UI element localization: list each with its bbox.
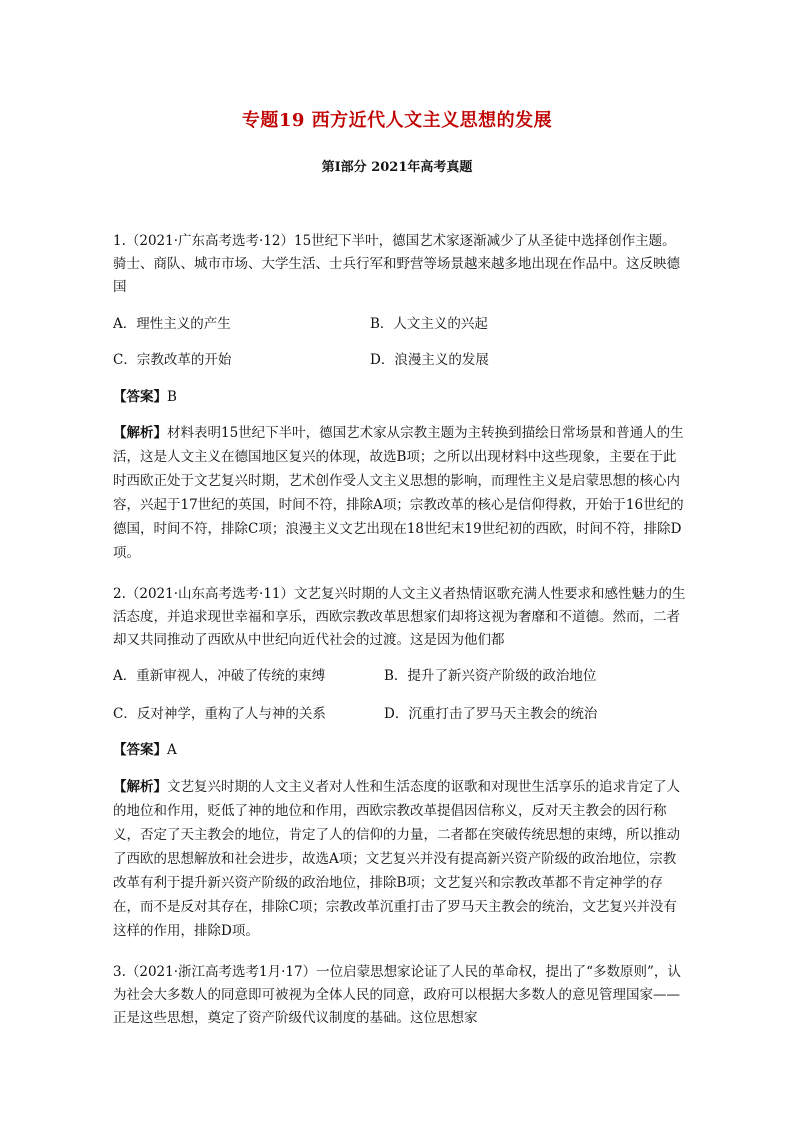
question-2-answer: [113, 740, 177, 760]
question-1-answer: [113, 387, 177, 407]
question-1-option-a: A．理性主义的产生: [113, 316, 231, 332]
question-1-option-c: C．宗教改革的开始: [113, 352, 232, 368]
page-title: 专题19 西方近代人文主义思想的发展: [241, 110, 553, 131]
question-2-option-b: B．提升了新兴资产阶级的政治地位: [384, 668, 597, 684]
section-subtitle: 第Ⅰ部分 2021年高考真题: [321, 160, 473, 175]
question-2-option-a: A．重新审视人，冲破了传统的束缚: [113, 668, 326, 684]
question-1-analysis: [113, 421, 687, 565]
answer-value: B: [167, 389, 177, 405]
answer-value: A: [167, 742, 177, 758]
question-2-stem: 2.（2021·山东高考选考·11）文艺复兴时期的人文主义者热情讴歌充满人性要求和感性魅力的生活态度，并追求现世幸福和享乐，西欧宗教改革思想家们却将这视为奢靡和不道德。然而，二者却又共同推动了西欧从中世纪向近代社会的过渡。这是因为他们都: [113, 586, 686, 648]
question-1-option-d: D．浪漫主义的发展: [370, 352, 489, 368]
analysis-text: 材料表明15世纪下半叶，德国艺术家从宗教主题为主转换到描绘日常场景和普通人的生活，这是人文主义在德国地区复兴的体现，故选B项；之所以出现材料中这些现象，主要在于此时西欧正处于文艺复兴时期，艺术创作受人文主义思想的影响，而理性主义是启蒙思想的核心内容，兴起于17世纪的英国，时间不符，排除A项；宗教改革的核心是信仰得救，开始于16世纪的德国，时间不符，排除C项；浪漫主义文艺出现在18世纪末19世纪初的西欧，时间不符，排除D项。: [113, 425, 684, 561]
question-1-option-b: B．人文主义的兴起: [370, 316, 488, 332]
question-2-analysis: [113, 775, 687, 943]
question-2-option-c: C．反对神学，重构了人与神的关系: [113, 706, 326, 722]
analysis-text: 文艺复兴时期的人文主义者对人性和生活态度的讴歌和对现世生活享乐的追求肯定了人的地位和作用，贬低了神的地位和作用，西欧宗教改革提倡因信称义，反对天主教会的因行称义，否定了天主教会的地位，肯定了人的信仰的力量，二者都在突破传统思想的束缚，所以推动了西欧的思想解放和社会进步，故选A项；文艺复兴并没有提高新兴资产阶级的政治地位，宗教改革有利于提升新兴资产阶级的政治地位，排除B项；文艺复兴和宗教改革都不肯定神学的存在，而不是反对其存在，排除C项；宗教改革沉重打击了罗马天主教会的统治，文艺复兴并没有这样的作用，排除D项。: [113, 779, 680, 939]
answer-label: 【答案】: [113, 389, 167, 405]
question-1-stem: 1.（2021·广东高考选考·12）15世纪下半叶，德国艺术家逐渐减少了从圣徒中选择创作主题。骑士、商队、城市市场、大学生活、士兵行军和野营等场景越来越多地出现在作品中。这反映德国: [113, 233, 680, 295]
analysis-label: 【解析】: [113, 425, 167, 441]
analysis-label: 【解析】: [113, 779, 167, 795]
answer-label: 【答案】: [113, 742, 167, 758]
question-3-stem: 3.（2021·浙江高考选考1月·17）一位启蒙思想家论证了人民的革命权，提出了“多数原则”，认为社会大多数人的同意即可被视为全体人民的同意，政府可以根据大多数人的意见管理国家——正是这些思想，奠定了资产阶级代议制度的基础。这位思想家: [113, 964, 681, 1026]
question-2-option-d: D．沉重打击了罗马天主教会的统治: [384, 706, 598, 722]
